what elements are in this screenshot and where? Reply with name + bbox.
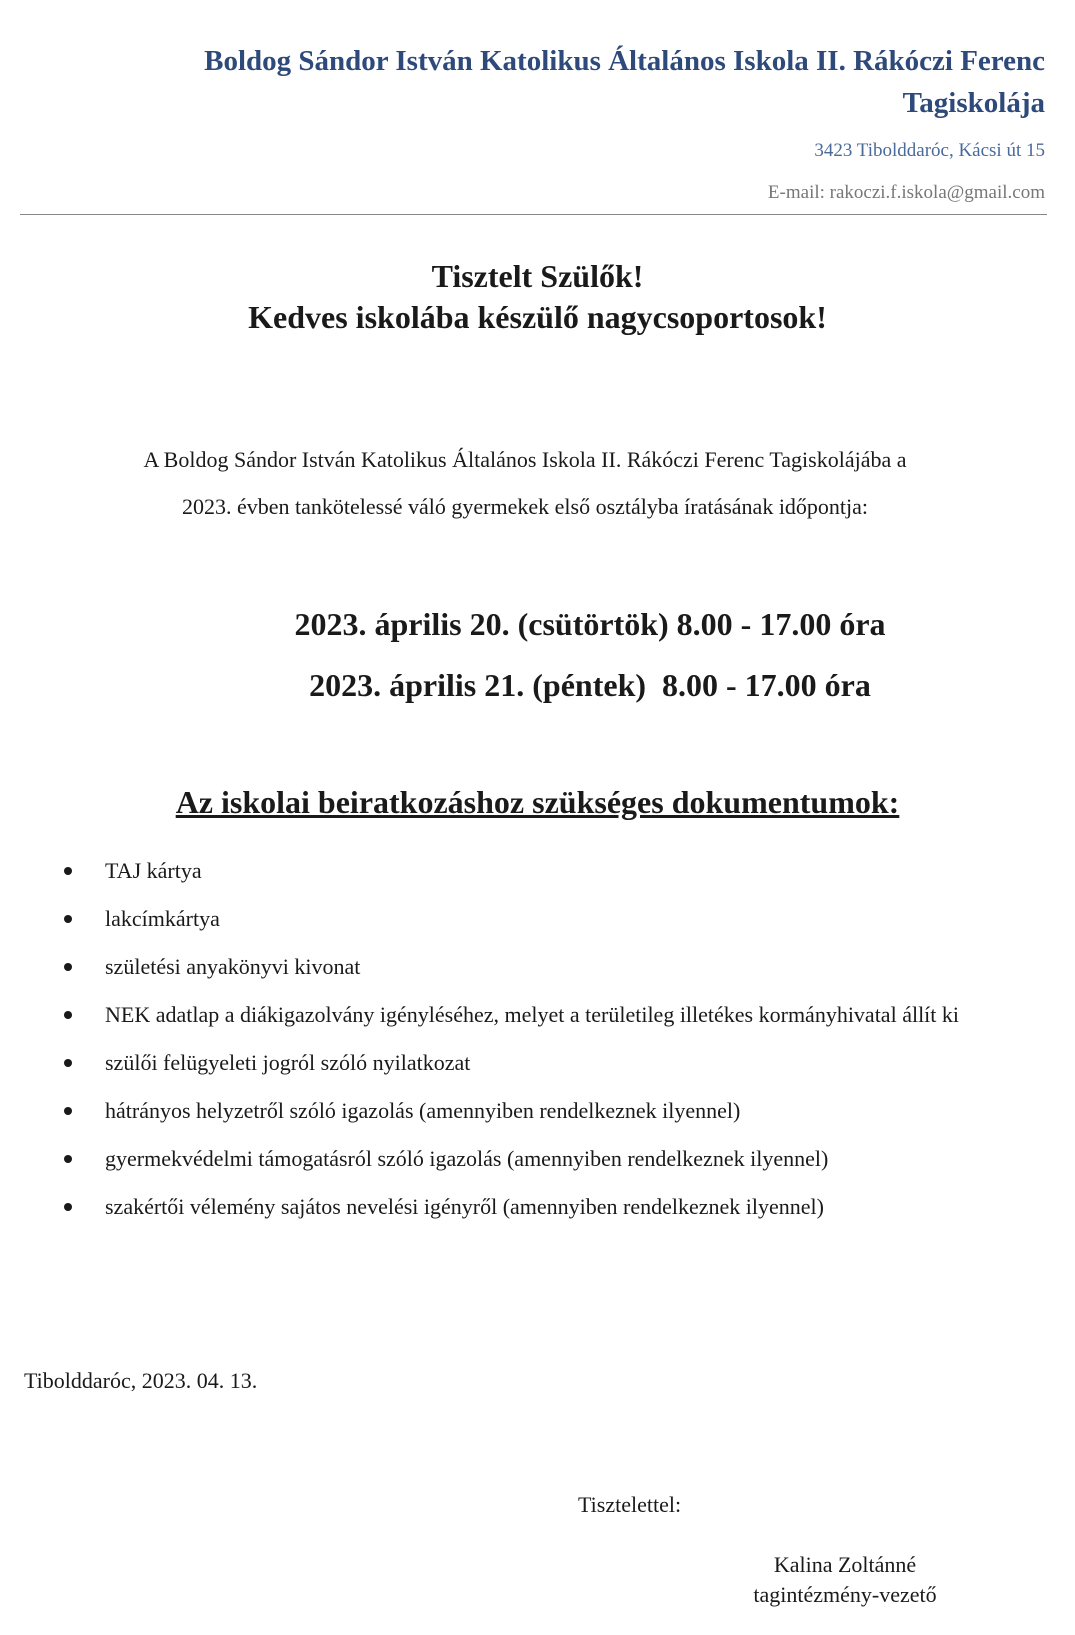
list-item-text: TAJ kártya [105, 858, 202, 883]
greeting-line2: Kedves iskolába készülő nagycsoportosok! [248, 299, 827, 335]
list-item-text: NEK adatlap a diákigazolvány igényléséhez, melyet a területileg illetékes kormányhivatal állít ki [105, 1002, 960, 1027]
intro-line1: A Boldog Sándor István Katolikus Általános Iskola II. Rákóczi Ferenc Tagiskolájába a [143, 447, 907, 472]
greeting-line1: Tisztelt Szülők! [431, 258, 644, 294]
list-item-text: gyermekvédelmi támogatásról szóló igazolás (amennyiben rendelkeznek ilyennel) [105, 1146, 829, 1171]
documents-title: Az iskolai beiratkozáshoz szükséges dokumentumok: [175, 784, 900, 820]
signer-title: tagintézmény-vezető [753, 1582, 937, 1607]
bullet-icon [64, 1011, 72, 1019]
list-item [55, 848, 1045, 893]
list-item [55, 944, 1045, 989]
bullet-icon [64, 1107, 72, 1115]
list-item [55, 1040, 1045, 1085]
school-name-line2: Tagiskolája [902, 87, 1045, 119]
list-item [55, 1088, 1045, 1133]
list-item [55, 896, 1045, 941]
school-email: E-mail: rakoczi.f.iskola@gmail.com [767, 182, 1045, 203]
intro-line2: 2023. évben tankötelessé váló gyermekek első osztályba íratásának időpontja: [181, 494, 869, 519]
enrollment-dates [140, 594, 1040, 716]
signer-name: Kalina Zoltánné [773, 1552, 917, 1577]
regards: Tisztelettel: [578, 1492, 682, 1517]
school-name-line1: Boldog Sándor István Katolikus Általános Iskola II. Rákóczi Ferenc [204, 45, 1045, 77]
header-divider [20, 214, 1047, 215]
enrollment-date-2: 2023. április 21. (péntek) 8.00 - 17.00 óra [309, 667, 871, 703]
greeting [0, 256, 1075, 338]
documents-list [55, 848, 1045, 1232]
list-item-text: lakcímkártya [105, 906, 220, 931]
bullet-icon [64, 915, 72, 923]
signature-block [720, 1550, 970, 1610]
bullet-icon [64, 867, 72, 875]
enrollment-date-1: 2023. április 20. (csütörtök) 8.00 - 17.00 óra [294, 606, 886, 642]
place-date: Tibolddaróc, 2023. 04. 13. [24, 1368, 258, 1393]
bullet-icon [64, 1203, 72, 1211]
list-item [55, 1136, 1045, 1181]
list-item-text: születési anyakönyvi kivonat [105, 954, 361, 979]
list-item [55, 992, 1045, 1037]
list-item [55, 1184, 1045, 1229]
list-item-text: szülői felügyeleti jogról szóló nyilatkozat [105, 1050, 471, 1075]
bullet-icon [64, 1059, 72, 1067]
bullet-icon [64, 963, 72, 971]
school-address: 3423 Tibolddaróc, Kácsi út 15 [814, 140, 1045, 161]
letterhead [20, 40, 1045, 206]
intro-paragraph [40, 436, 1010, 530]
list-item-text: hátrányos helyzetről szóló igazolás (amennyiben rendelkeznek ilyennel) [105, 1098, 741, 1123]
bullet-icon [64, 1155, 72, 1163]
list-item-text: szakértői vélemény sajátos nevelési igényről (amennyiben rendelkeznek ilyennel) [105, 1194, 824, 1219]
